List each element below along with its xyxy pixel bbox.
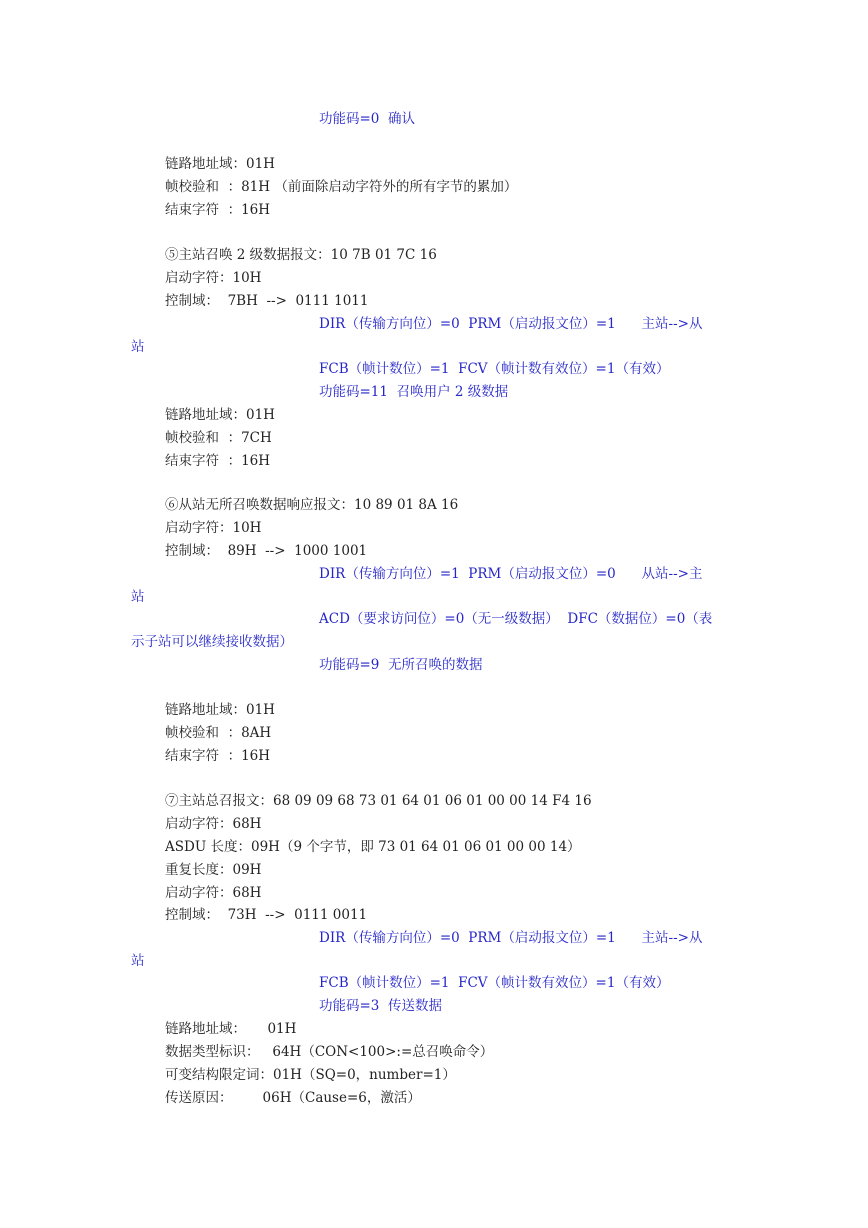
control-field-line: 控制域： 89H --> 1000 1001 bbox=[165, 543, 368, 559]
dir-prm-line: DIR（传输方向位）=0 PRM（启动报文位）=1 主站-->从 bbox=[319, 316, 703, 332]
function-code-line: 功能码=0 确认 bbox=[319, 111, 415, 127]
dir-prm-line: DIR（传输方向位）=0 PRM（启动报文位）=1 主站-->从 bbox=[319, 930, 703, 946]
end-char-line: 结束字符 ：16H bbox=[165, 453, 271, 469]
section-heading: ⑥从站无所召唤数据响应报文：10 89 01 8A 16 bbox=[165, 497, 459, 513]
section-heading: ⑦主站总召报文：68 09 09 68 73 01 64 01 06 01 00 00 14 F4 16 bbox=[165, 793, 592, 809]
link-address-line: 链路地址域：01H bbox=[165, 156, 275, 172]
checksum-line: 帧校验和 ：81H （前面除启动字符外的所有字节的累加） bbox=[165, 179, 518, 195]
dir-prm-line: DIR（传输方向位）=1 PRM（启动报文位）=0 从站-->主 bbox=[319, 566, 703, 582]
start-char-line: 启动字符：10H bbox=[165, 520, 262, 536]
repeat-length-line: 重复长度：09H bbox=[165, 862, 262, 878]
link-address-line: 链路地址域： 01H bbox=[165, 1021, 297, 1037]
wrap-line: 站 bbox=[131, 339, 145, 355]
control-field-line: 控制域： 7BH --> 0111 1011 bbox=[165, 293, 369, 309]
function-code-line: 功能码=11 召唤用户 2 级数据 bbox=[319, 384, 509, 400]
start-char-line: 启动字符：68H bbox=[165, 885, 262, 901]
wrap-line: 示子站可以继续接收数据） bbox=[131, 634, 293, 650]
control-field-line: 控制域： 73H --> 0111 0011 bbox=[165, 907, 368, 923]
link-address-line: 链路地址域：01H bbox=[165, 407, 275, 423]
vsq-line: 可变结构限定词：01H（SQ=0，number=1） bbox=[165, 1067, 456, 1083]
fcb-fcv-line: FCB（帧计数位）=1 FCV（帧计数有效位）=1（有效） bbox=[319, 975, 670, 991]
cause-line: 传送原因： 06H（Cause=6，激活） bbox=[165, 1090, 421, 1106]
end-char-line: 结束字符 ：16H bbox=[165, 748, 271, 764]
start-char-line: 启动字符：68H bbox=[165, 816, 262, 832]
function-code-line: 功能码=9 无所召唤的数据 bbox=[319, 657, 483, 673]
function-code-line: 功能码=3 传送数据 bbox=[319, 998, 442, 1014]
asdu-length-line: ASDU 长度：09H（9 个字节，即 73 01 64 01 06 01 00 00 14） bbox=[165, 839, 581, 855]
start-char-line: 启动字符：10H bbox=[165, 270, 262, 286]
end-char-line: 结束字符 ：16H bbox=[165, 202, 271, 218]
link-address-line: 链路地址域：01H bbox=[165, 702, 275, 718]
wrap-line: 站 bbox=[131, 589, 145, 605]
section-heading: ⑤主站召唤 2 级数据报文：10 7B 01 7C 16 bbox=[165, 247, 437, 263]
checksum-line: 帧校验和 ：7CH bbox=[165, 430, 272, 446]
checksum-line: 帧校验和 ：8AH bbox=[165, 725, 272, 741]
type-id-line: 数据类型标识： 64H（CON<100>:=总召唤命令） bbox=[165, 1044, 494, 1060]
acd-dfc-line: ACD（要求访问位）=0（无一级数据） DFC（数据位）=0（表 bbox=[319, 611, 713, 627]
wrap-line: 站 bbox=[131, 953, 145, 969]
fcb-fcv-line: FCB（帧计数位）=1 FCV（帧计数有效位）=1（有效） bbox=[319, 361, 670, 377]
